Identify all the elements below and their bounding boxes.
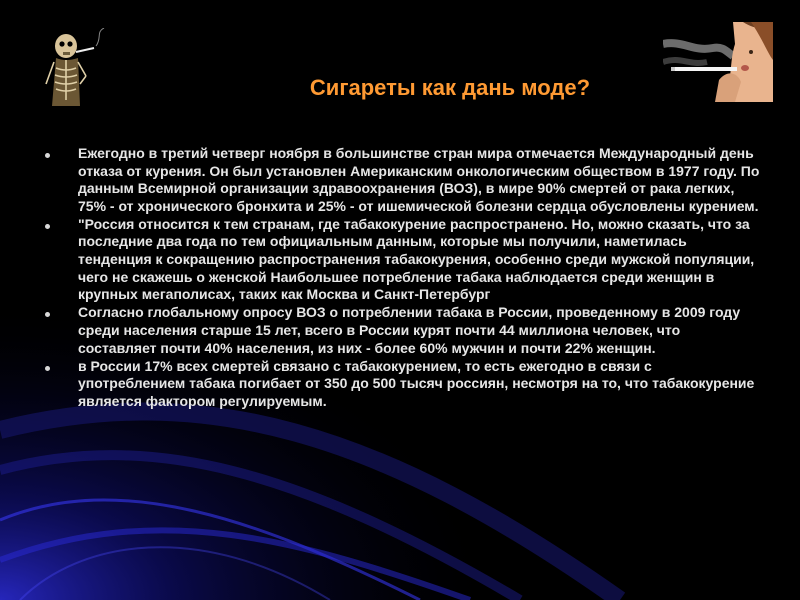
bullet-item (42, 216, 762, 304)
woman-smoking-photo (663, 22, 773, 102)
bullet-text: "Россия относится к тем странам, где табакокурение распространено. Но, можно сказать, что за последние два года по тем официальным данным, которые мы получили, наметилась тенденция к сокращению распространения табакокурения, особенно среди мужской популяции, чего не скажешь о женской Наибольшее потребление табака наблюдается среди женщин в крупных мегаполисах, таких как Москва и Санкт-Петербург (78, 215, 755, 303)
bullet-item (42, 304, 762, 357)
slide-title: Сигареты как дань моде? (309, 74, 591, 100)
bullet-text: Ежегодно в третий четверг ноября в большинстве стран мира отмечается Международный день отказа от курения. Он был установлен Американским онкологическим обществом в 1977 году. По данным Всемирной организации здравоохранения (ВОЗ), в мире 90% смертей от рака легких, 75% - от хронического бронхита и 25% - от ишемической болезни сердца обусловлены курением. (78, 145, 760, 214)
bullet-dot-icon (45, 366, 50, 371)
bullet-dot-icon (45, 312, 50, 317)
bullet-text: в России 17% всех смертей связано с табакокурением, то есть ежегодно в связи с употреблением табака погибает от 350 до 500 тысяч россиян, несмотря на то, что табакокурение является фактором регулируемым. (78, 357, 755, 409)
skeleton-smoking-icon (36, 28, 118, 108)
bullet-dot-icon (45, 153, 50, 158)
bullet-item (42, 358, 762, 411)
bullet-list (42, 145, 762, 411)
bullet-text: Согласно глобальному опросу ВОЗ о потреблении табака в России, проведенному в 2009 году среди населения старше 15 лет, всего в России курят почти 44 миллиона человек, что составляет почти 40% населения, из них - более 60% мужчин и почти 22% женщин. (78, 304, 741, 356)
bullet-item (42, 145, 762, 215)
bullet-dot-icon (45, 224, 50, 229)
